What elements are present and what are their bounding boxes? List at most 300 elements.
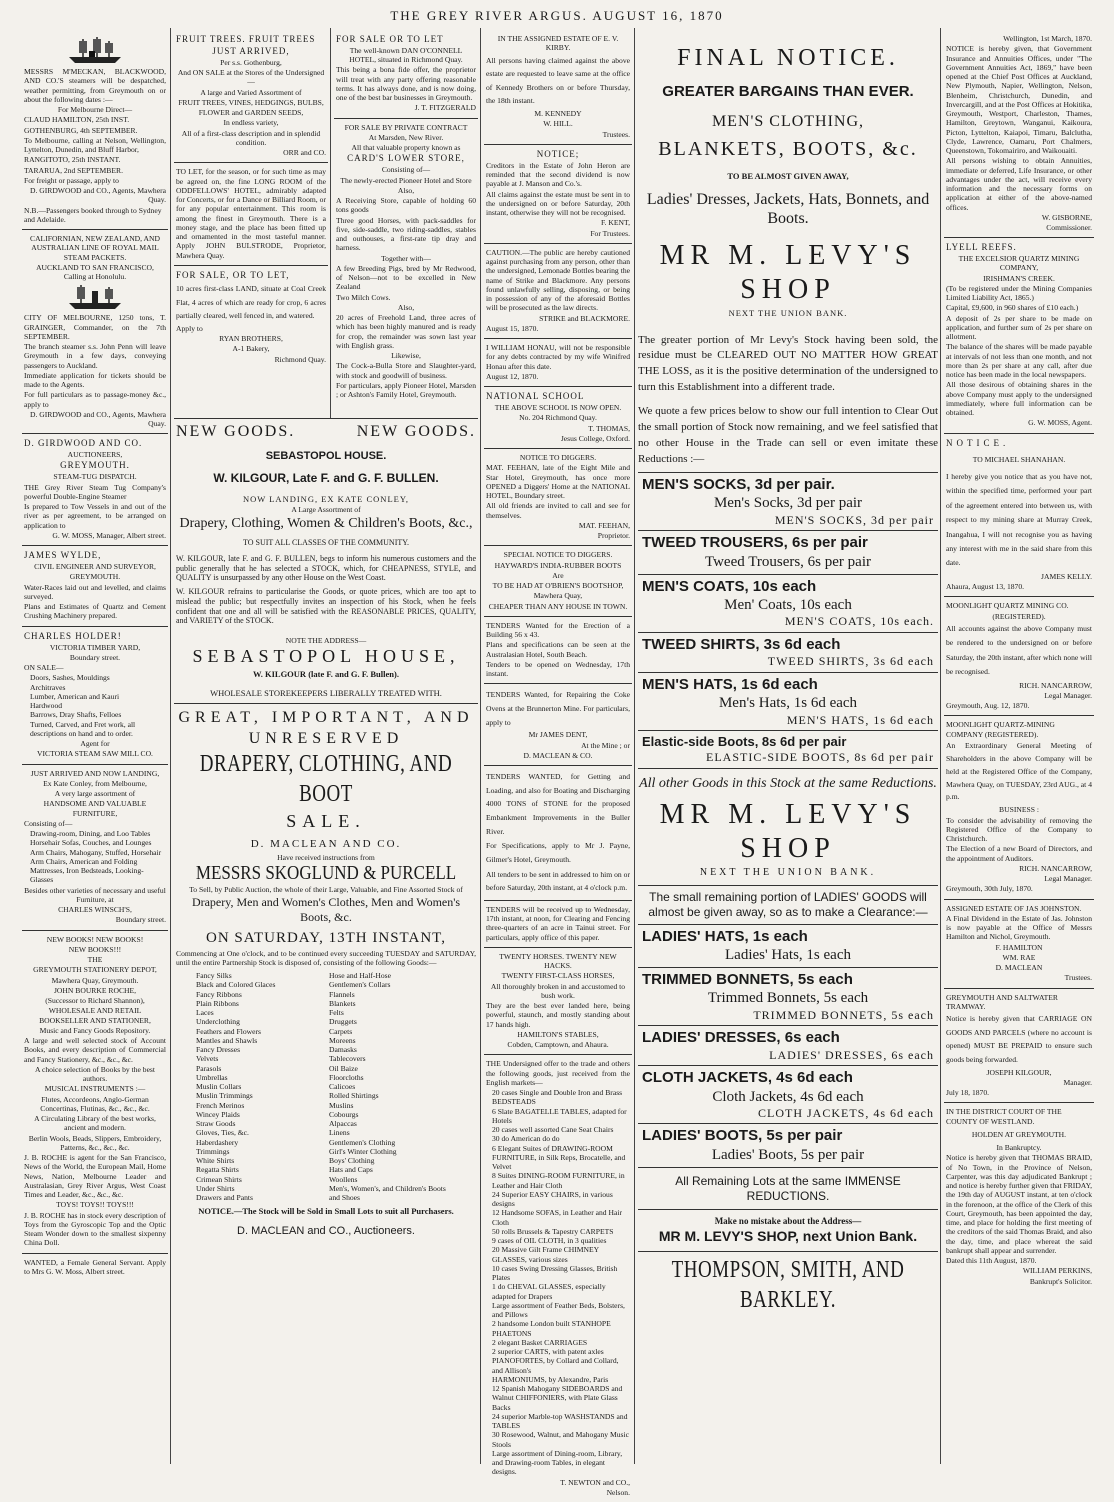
ad-line: VICTORIA STEAM SAW MILL CO. bbox=[37, 749, 153, 759]
ad-line: F. KENT, bbox=[601, 218, 630, 228]
ad-line: August 12, 1870. bbox=[486, 371, 539, 381]
ad-line: This being a bona fide offer, the proprietor will treat with any party offering reasonable terms. It has always done, and is now doing, one of the best bar businesses in Greymouth. bbox=[336, 65, 476, 103]
ad-title: GREYMOUTH AND SALTWATER TRAMWAY. bbox=[946, 992, 1058, 1011]
ad-line: Mawhera Quay, bbox=[533, 591, 583, 601]
ad-line: TWENTY FIRST-CLASS HORSES, bbox=[501, 971, 615, 981]
price-heading: TWEED TROUSERS, 6s per pair bbox=[642, 534, 868, 552]
ad-line: A Circulating Library of the best works, ancient and modern. bbox=[34, 1114, 156, 1133]
ad-line: At Marsden, New River. bbox=[368, 132, 444, 142]
ad-line: All claims against the estate must be sent in to the undersigned on or before Saturday, 20th instant, otherwise they will not be recognised. bbox=[486, 189, 630, 218]
ad-line: Likewise, bbox=[391, 351, 421, 361]
list-item: Boys' Clothing bbox=[329, 1156, 375, 1166]
list-item: Gentlemen's Collars bbox=[329, 980, 391, 990]
ad-line: Tenders to be opened on Wednesday, 17th instant. bbox=[486, 659, 630, 679]
ad-title: FRUIT TREES. FRUIT TREES bbox=[176, 34, 316, 44]
ad-line: Plans and Estimates of Quartz and Cement Crushing Machinery prepared. bbox=[24, 602, 166, 621]
price-heading: MEN'S COATS, 10s each bbox=[642, 577, 817, 595]
price-line: MEN'S HATS, 1s 6d each bbox=[786, 712, 934, 727]
ad-line: M. KENNEDY bbox=[534, 109, 582, 119]
list-item: Rolled Shirtings bbox=[329, 1091, 379, 1101]
ad-line: TO BE HAD AT O'BRIEN'S BOOTSHOP, bbox=[492, 581, 624, 591]
list-item: 9 cases of OIL CLOTH, in 3 qualities bbox=[492, 1236, 607, 1246]
ad-line: G. W. MOSS, Manager, Albert street. bbox=[52, 530, 166, 540]
column-3-top bbox=[334, 30, 478, 418]
ad-tramway bbox=[944, 989, 1094, 1104]
ad-line: W. HILL. bbox=[543, 119, 573, 129]
sale-heading: UNRESERVED bbox=[248, 729, 404, 747]
ad-line: An Extraordinary General Meeting of Shareholders in the above Company will be held at the Registered Office of the Company, Mawhera Quay, on TUESDAY, 23rd AUG., at 4 p.m. bbox=[946, 740, 1092, 802]
ad-line: GREYMOUTH STATIONERY DEPOT, bbox=[33, 965, 157, 975]
ad-line: The Election of a new Board of Directors, and the appointment of Auditors. bbox=[946, 844, 1092, 863]
ad-caution bbox=[484, 244, 632, 339]
list-item: Doors, Sashes, Mouldings bbox=[30, 673, 110, 683]
price-line: MEN'S COATS, 10s each. bbox=[784, 614, 934, 629]
ad-title: JAMES WYLDE, bbox=[24, 550, 102, 561]
ad-line: TENDERS WANTED, for Getting and Loading, and also for Boating and Discharging 4000 TONS of STONE for the proposed Embankment Improvements in the Buller River. bbox=[486, 772, 630, 836]
list-item: 10 cases Swing Dressing Glasses, British Plates bbox=[492, 1263, 618, 1283]
list-item: Arm Chairs, American and Folding bbox=[30, 856, 138, 866]
ad-line: TO BE ALMOST GIVEN AWAY, bbox=[727, 171, 849, 182]
goods-list-right bbox=[329, 971, 456, 1202]
ad-line: Notice is hereby given that CARRIAGE ON GOODS AND PARCELS (where no account is opened) MUST BE PREPAID to ensure such goods being forwarded. bbox=[946, 1014, 1092, 1065]
ad-line: Consisting of— bbox=[381, 165, 431, 175]
column-rule bbox=[634, 28, 635, 1464]
ad-dan-oconnell bbox=[334, 30, 478, 119]
sebastopol-house-heading: SEBASTOPOL HOUSE. bbox=[265, 449, 387, 462]
ad-title: JUST ARRIVED AND NOW LANDING, bbox=[30, 768, 160, 778]
ad-to-let-room bbox=[174, 163, 328, 266]
price-line: MEN'S SOCKS, 3d per pair bbox=[774, 512, 934, 527]
ad-title: NOTICE TO DIGGERS. bbox=[519, 453, 597, 463]
ad-line: WHOLESALE STOREKEEPERS LIBERALLY TREATED WITH. bbox=[210, 687, 442, 698]
list-item: Wincey Plaids bbox=[196, 1109, 240, 1119]
price-item bbox=[638, 731, 938, 768]
ad-national-school bbox=[484, 387, 632, 449]
column-1 bbox=[22, 30, 168, 1464]
ad-title: NOTICE. bbox=[946, 437, 1010, 448]
levy-shop-heading: MR M. LEVY'S SHOP bbox=[659, 239, 917, 306]
ad-line: All that valuable property known as bbox=[351, 143, 461, 153]
ad-line: A very large assortment of bbox=[54, 789, 136, 799]
ad-tenders-stone bbox=[484, 766, 632, 901]
ad-line: Commencing at One o'clock, and to be continued every succeeding TUESDAY and SATURDAY, until the entire Partnership Stock is disposed of, consisting of the following Goods:— bbox=[176, 948, 476, 967]
blankets-heading: BLANKETS, BOOTS, &c. bbox=[658, 138, 918, 161]
list-item: 24 superior Marble-top WASHSTANDS and TABLES bbox=[492, 1411, 628, 1431]
ad-land-sale bbox=[174, 266, 328, 369]
price-item bbox=[638, 1124, 938, 1168]
ad-line: A large and Varied Assortment of bbox=[200, 87, 302, 97]
ad-line: August 15, 1870. bbox=[486, 323, 539, 333]
ad-kirby-estate bbox=[484, 30, 632, 145]
price-heading: MEN'S HATS, 1s 6d each bbox=[642, 675, 818, 693]
ad-line: Richmond Quay. bbox=[274, 354, 326, 364]
ad-line: CHEAPER THAN ANY HOUSE IN TOWN. bbox=[488, 601, 628, 611]
price-line: Tweed Trousers, 6s per pair bbox=[704, 553, 871, 570]
ad-line: NOTICE.—The Stock will be Sold in Small Lots to suit all Purchasers. bbox=[198, 1206, 454, 1217]
list-item: Haberdashery bbox=[196, 1137, 239, 1147]
list-item: Large assortment of Dining-room, Library, and Drawing-room Tables, in elegant designs. bbox=[492, 1448, 623, 1477]
ad-line: JAMES KELLY. bbox=[1041, 571, 1092, 581]
ad-line: (To be registered under the Mining Companies Limited Liability Act, 1865.) bbox=[946, 283, 1092, 303]
ad-line: The well-known DAN O'CONNELL HOTEL, situated in Richmond Quay. bbox=[349, 45, 463, 65]
ad-line: Three good Horses, with pack-saddles for five, side-saddle, two riding-saddles, stables and outhouses, a first-rate tip dray and harness. bbox=[336, 215, 476, 253]
ad-title: MOONLIGHT QUARTZ-MINING COMPANY (REGISTERED). bbox=[946, 720, 1055, 739]
list-item: 24 Superior EASY CHAIRS, in various designs bbox=[492, 1189, 613, 1209]
list-item: Woollens bbox=[329, 1174, 358, 1184]
list-item: Blankets bbox=[329, 998, 356, 1008]
ship-icon bbox=[65, 35, 125, 65]
list-item: 6 Slate BAGATELLE TABLES, adapted for Hotels bbox=[492, 1106, 627, 1125]
ad-line: JOHN BOURKE ROCHE, bbox=[53, 985, 137, 995]
ad-line: D. GIRDWOOD and CO., Agents, Mawhera Quay. bbox=[29, 409, 166, 428]
ad-line: All those desirous of obtaining shares in the above Company must apply to the undersigned immediately, where full information can be obtained. bbox=[946, 380, 1092, 418]
ad-line: AUCTIONEERS, bbox=[67, 450, 123, 460]
ad-line: Also, bbox=[397, 185, 415, 195]
ad-line: Trustees. bbox=[602, 129, 630, 139]
ad-line: RICH. NANCARROW, bbox=[1019, 680, 1092, 690]
ad-line: For full particulars as to passage-money &c., apply to bbox=[24, 390, 166, 409]
ad-line: TO LET, for the season, or for such time as may be agreed on, the fine LONG ROOM of the ODDFELLOWS' HOTEL, admirably adapted for Concerts, or for a Dance or Billiard Room, or for any popular entertainment. This room is among the finest in Greymouth. There is a money stage, and the place has been fitted up and ornamented in the most tasteful manner. Apply JOHN BULSTRODE, Proprietor, Mawhera Quay. bbox=[176, 167, 326, 260]
list-item: Mantles and Shawls bbox=[196, 1035, 258, 1045]
ad-line: Cobden, Camptown, and Ahaura. bbox=[507, 1040, 609, 1050]
ad-line: D. MACLEAN and CO., Auctioneers. bbox=[237, 1224, 415, 1237]
ad-line: Ladies' Dresses, Jackets, Hats, Bonnets, and Boots. bbox=[646, 190, 930, 228]
ad-line: Drapery, Men and Women's Clothes, Men and Women's Boots, &c. bbox=[191, 895, 461, 924]
ad-line: MESSRS SKOGLUND & PURCELL bbox=[195, 861, 457, 884]
ad-line: All thoroughly broken in and accustomed to bush work. bbox=[490, 981, 626, 1000]
ad-line: For Melbourne Direct— bbox=[57, 105, 133, 114]
ad-line: TO MICHAEL SHANAHAN. bbox=[972, 454, 1066, 464]
ad-honau bbox=[484, 339, 632, 387]
list-item: Drawing-room, Dining, and Loo Tables bbox=[30, 829, 151, 839]
ad-line: Notice is hereby given that THOMAS BRAID, of No Town, in the Province of Nelson, Carpenter, was this day adjudicated Bankrupt ; and notice is hereby further given that FRIDAY, the 19th day of AUGUST instant, at ten o'clock in the forenoon, at the office of the Clerk of this Court, Greymouth, has been appointed the day, time, and place for holding the first meeting of the creditors of the said Thomas Braid, and also the day, time, and place whereat the said bankrupt shall appear and surrender. bbox=[946, 1153, 1092, 1255]
ad-line: FRUIT TREES, VINES, HEDGINGS, BULBS, bbox=[178, 97, 324, 107]
ad-line: I hereby give you notice that as you have not, within the specified time, performed your part of the agreement entered into between us, with respect to my mining share at Murray Creek, Inangahua, I will not recognise you as having any interest with me in the said share from this date. bbox=[946, 471, 1092, 568]
list-item: Floorcloths bbox=[329, 1072, 364, 1082]
price-heading: LADIES' BOOTS, 5s per pair bbox=[642, 1127, 843, 1145]
ad-line: To consider the advisability of removing the Registered Office of the Company to Christchurch. bbox=[946, 815, 1092, 844]
ad-line: HOLDEN AT GREYMOUTH. bbox=[971, 1129, 1067, 1139]
column-rule bbox=[480, 28, 481, 1464]
list-item: 2 handsome London built STANHOPE PHAETONS bbox=[492, 1319, 611, 1338]
ad-line: ON SALE— bbox=[24, 663, 64, 673]
ad-line: NOTE THE ADDRESS— bbox=[285, 636, 367, 646]
ad-line: Boundary street. bbox=[69, 652, 121, 662]
ad-line: D. GIRDWOOD and CO., Agents, Mawhera Quay. bbox=[29, 186, 166, 205]
levy-paragraph: The greater portion of Mr Levy's Stock having been sold, the residue must be CLEARED OUT NO MATTER HOW GREAT THE LOSS, as it is the positive determination of the undersigned to turn this Establishment into a different trade. bbox=[638, 333, 938, 394]
ad-line: Berlin Wools, Beads, Slippers, Embroidery, Patterns, &c., &c., &c. bbox=[28, 1133, 162, 1152]
list-item: 30 Rosewood, Walnut, and Mahogany Music Stools bbox=[492, 1430, 629, 1449]
ad-line: Wellington, 1st March, 1870. bbox=[1003, 34, 1092, 43]
list-item: Mattresses, Iron Bedsteads, Looking-Glasses bbox=[30, 866, 144, 885]
list-item: Moreens bbox=[329, 1035, 356, 1045]
list-item: Linens bbox=[329, 1128, 350, 1138]
price-item bbox=[638, 673, 938, 731]
list-item: Muslins bbox=[329, 1100, 354, 1110]
ad-line: A large and well selected stock of Account Books, and every description of Commercial and Fancy Stationery, &c., &c., &c. bbox=[24, 1036, 166, 1064]
ad-cards-store bbox=[334, 119, 478, 405]
greater-bargains-heading: GREATER BARGAINS THAN EVER. bbox=[662, 83, 914, 101]
list-item: Large assortment of Feather Beds, Bolsters, and Pillows bbox=[492, 1300, 625, 1320]
ad-line: RANGITOTO, 25th INSTANT. bbox=[24, 155, 121, 165]
list-item: Turned, Carved, and Fret work, all descriptions on hand and to order. bbox=[30, 719, 136, 738]
ladies-paragraph: The small remaining portion of LADIES' GOODS will almost be given away, so as to make a Clearance:— bbox=[638, 885, 938, 919]
ad-heron-estate bbox=[484, 145, 632, 244]
ad-line: The branch steamer s.s. John Penn will leave Greymouth in a few days, conveying passengers to Auckland. bbox=[24, 342, 166, 370]
ad-line: Jesus College, Oxford. bbox=[560, 433, 630, 443]
new-goods-heading: NEW GOODS. bbox=[176, 423, 296, 440]
goods-list-left bbox=[196, 971, 323, 1202]
ad-hayward-boots bbox=[484, 546, 632, 617]
ad-line: BUSINESS : bbox=[999, 805, 1039, 815]
ad-line: THE ABOVE SCHOOL IS NOW OPEN. bbox=[494, 403, 622, 413]
ad-line: STEAM-TUG DISPATCH. bbox=[53, 472, 137, 482]
ad-line: WHOLESALE AND RETAIL BOOKSELLER AND STATIONER, bbox=[39, 1006, 151, 1025]
ad-line: Legal Manager. bbox=[1044, 874, 1092, 884]
list-item: Umbrellas bbox=[196, 1072, 228, 1082]
price-heading: LADIES' HATS, 1s each bbox=[642, 927, 808, 945]
ad-line: JUST ARRIVED, bbox=[212, 45, 290, 56]
list-item: 6 Elegant Suites of DRAWING-ROOM FURNITURE, in Silk Reps, Brocatelle, and Velvet bbox=[492, 1143, 626, 1172]
ad-line: Dated this 11th August, 1870. bbox=[946, 1256, 1037, 1266]
ad-line: Mawhera Quay, Greymouth. bbox=[51, 975, 139, 985]
ad-line: AUCKLAND TO SAN FRANCISCO, Calling at Honolulu. bbox=[36, 262, 154, 281]
price-item bbox=[638, 575, 938, 633]
kilgour-name: W. KILGOUR, Late F. and G. F. BULLEN. bbox=[213, 470, 439, 485]
ad-line: Drapery, Clothing, Women & Children's Boots, &c., bbox=[179, 516, 473, 532]
price-line: Men's Hats, 1s 6d each bbox=[718, 695, 858, 712]
list-item: Fancy Silks bbox=[196, 971, 232, 981]
price-line: Men' Coats, 10s each bbox=[724, 597, 852, 614]
ad-lyell-reefs bbox=[944, 238, 1094, 433]
price-heading: TWEED SHIRTS, 3s 6d each bbox=[642, 636, 841, 654]
ad-tenders-coke-ovens bbox=[484, 684, 632, 766]
list-item: Under Shirts bbox=[196, 1183, 235, 1193]
ad-line: Trustees. bbox=[1064, 973, 1092, 983]
ad-title: MESSRS M'MECKAN, BLACKWOOD, AND CO.'S steamers will be despatched, weather permitting, from Greymouth on or about the following dates :— bbox=[24, 67, 166, 104]
ad-line: Proprietor. bbox=[597, 531, 630, 541]
price-line: TRIMMED BONNETS, 5s each bbox=[753, 1007, 934, 1022]
list-item: Horsehair Sofas, Couches, and Lounges bbox=[30, 838, 152, 848]
ad-line: TENDERS Wanted for the Erection of a Building 56 x 43. bbox=[486, 620, 630, 640]
list-item: Drawers and Pants bbox=[196, 1193, 253, 1203]
list-item: Fancy Ribbons bbox=[196, 989, 242, 999]
masthead: THE GREY RIVER ARGUS. AUGUST 16, 1870 bbox=[390, 8, 724, 23]
ad-line: THE Undersigned offer to the trade and others the following goods, just received from the English markets— bbox=[486, 1059, 630, 1087]
ad-line: Creditors in the Estate of John Heron are reminded that the second dividend is now payable at J. Manson and Co.'s. bbox=[486, 160, 630, 189]
list-item: Underclothing bbox=[196, 1017, 240, 1027]
ad-line: And ON SALE at the Stores of the Undersigned— bbox=[177, 68, 325, 87]
ad-line: Water-Races laid out and levelled, and claims surveyed. bbox=[24, 582, 166, 601]
column-rule bbox=[170, 28, 171, 1464]
ad-line: MR M. LEVY'S SHOP, next Union Bank. bbox=[638, 1228, 938, 1252]
ad-title: CALIFORNIAN, NEW ZEALAND, AND AUSTRALIAN LINE OF ROYAL MAIL STEAM PACKETS. bbox=[30, 234, 160, 262]
ad-line: (REGISTERED). bbox=[992, 611, 1046, 621]
ad-line: WILLIAM PERKINS, bbox=[1022, 1266, 1092, 1276]
ad-line: Commissioner. bbox=[1046, 223, 1092, 232]
list-item: 8 Suites DINING-ROOM FURNITURE, in Leather and Hair Cloth bbox=[492, 1171, 625, 1190]
list-item: Crimean Shirts bbox=[196, 1174, 242, 1184]
list-item: Druggets bbox=[329, 1017, 357, 1027]
ad-line: D. MACLEAN & CO. bbox=[523, 750, 593, 760]
ad-line: Are bbox=[552, 570, 564, 580]
goods-list bbox=[196, 971, 456, 1202]
ad-line: I WILLIAM HONAU, will not be responsible for any debts contracted by my wife Winifred Honau after this date. bbox=[486, 343, 630, 371]
list-item: Gloves, Ties, &c. bbox=[196, 1128, 249, 1138]
ad-line: Bankrupt's Solicitor. bbox=[1029, 1276, 1092, 1286]
ad-line: A Large Assortment of bbox=[291, 504, 361, 514]
ad-line: Two Milch Cows. bbox=[336, 292, 391, 302]
list-item: Regatta Shirts bbox=[196, 1165, 239, 1175]
ad-line: NOTICE is hereby given, that Government Insurance and Annuities Offices, under "The Government Annuities Act, 1869," have been opened at the Chief Post Offices at Auckland, New Plymouth, Napier, Wellington, Nelson, Blenheim, Christchurch, Dunedin, and Invercargill, and at the Post Offices at Hokitika, Greymouth, Westport, Charleston, Thames, Hamilton, Greytown, Wanganui, Kaikoura, Picton, Lyttelton, Kaiapoi, Timaru, Balclutha, Clyde, Lawrence, Oamaru, Port Chalmers, Queenstown, Tokomairiro, and Waikouaiti. bbox=[946, 44, 1092, 155]
list-item: Calicoes bbox=[329, 1082, 356, 1092]
list-item: Muslin Collars bbox=[196, 1082, 242, 1092]
list-item: Parasols bbox=[196, 1063, 222, 1073]
list-item: Damasks bbox=[329, 1045, 357, 1055]
ad-line: THE bbox=[87, 955, 103, 965]
ad-line: D. MACLEAN AND CO. bbox=[250, 838, 402, 851]
price-line: Cloth Jackets, 4s 6d each bbox=[712, 1088, 864, 1105]
ad-johnston-estate bbox=[944, 900, 1094, 989]
price-heading: CLOTH JACKETS, 4s 6d each bbox=[642, 1069, 853, 1087]
ad-line: J. B. ROCHE has in stock every description of Toys from the Gyroscopic Top and the Optic Steam Wonder down to the smallest sixpenny China Doll. bbox=[24, 1210, 166, 1248]
levy-shop-heading: MR M. LEVY'S SHOP bbox=[659, 798, 917, 864]
ad-line: At the Mine ; or bbox=[581, 740, 630, 750]
ad-line: JOSEPH KILGOUR, bbox=[986, 1067, 1052, 1077]
ad-line: W. GISBORNE, bbox=[1041, 212, 1092, 222]
list-item: Gentlemen's Clothing bbox=[329, 1137, 396, 1147]
ad-line: IRISHMAN'S CREEK. bbox=[983, 273, 1055, 283]
list-item: 20 cases well assorted Cane Seat Chairs bbox=[492, 1125, 614, 1135]
ad-line: Make no mistake about the Address— bbox=[714, 1216, 862, 1227]
ad-line: WM. RAE bbox=[1002, 952, 1036, 962]
ad-line: All other Goods in this Stock at the same Reductions. bbox=[639, 775, 937, 791]
ad-line: Boundary street. bbox=[115, 915, 166, 925]
ad-tenders-building bbox=[484, 617, 632, 685]
ad-line: CAUTION.—The public are hereby cautioned against purchasing from any person, other than the undersigned, Lemonade Bottles bearing the name of Strike and Blackmore. Any persons found unlawfully selling, disposing, or being in possession of any of the aforesaid Bottles will be prosecuted as the law directs. bbox=[486, 247, 630, 313]
ad-moonlight-accounts bbox=[944, 597, 1094, 716]
ad-line: Immediate application for tickets should be made to the Agents. bbox=[24, 370, 166, 389]
ad-line: 10 acres first-class LAND, situate at Coal Creek Flat, 4 acres of which are ready for crop, 6 acres partially cleared, well fenced in, and watered. bbox=[176, 283, 326, 321]
ad-line: For particulars, apply Pioneer Hotel, Marsden ; or Ashton's Family Hotel, Greymouth. bbox=[336, 380, 476, 400]
ad-line: To Melbourne, calling at Nelson, Wellington, Lyttelton, Dunedin, and Bluff Harbor, bbox=[24, 135, 166, 154]
ad-winsch bbox=[22, 765, 168, 931]
ad-line: NEXT THE UNION BANK. bbox=[699, 867, 877, 879]
price-line: Trimmed Bonnets, 5s each bbox=[707, 990, 869, 1007]
price-item bbox=[638, 968, 938, 1026]
list-item: Alpaccas bbox=[329, 1119, 357, 1129]
list-item: Laces bbox=[196, 1008, 214, 1018]
list-item: White Shirts bbox=[196, 1156, 235, 1166]
ad-wylde bbox=[22, 546, 168, 626]
list-item: Lumber, American and Kauri bbox=[30, 691, 120, 701]
ad-line: MAT. FEEHAN, late of the Eight Mile and Star Hotel, Greymouth, has once more OPENED a Diggers' Home at the NATIONAL HOTEL, Boundary street. bbox=[486, 463, 630, 501]
price-item bbox=[638, 924, 938, 969]
ad-line: Greymouth, Aug. 12, 1870. bbox=[946, 701, 1030, 711]
ad-line: VICTORIA TIMBER YARD, bbox=[49, 642, 141, 652]
new-goods-header bbox=[176, 422, 476, 442]
ad-line: J. B. ROCHE is agent for the San Francisco, News of the World, the European Mail, Home News, Nation, Melbourne Leader and Australasian, Grey River Argus, West Coast Times and Leader, &c., &c., &c. bbox=[24, 1153, 166, 1200]
newton-items bbox=[492, 1088, 630, 1477]
ad-moonlight-meeting bbox=[944, 716, 1094, 899]
ad-line: Ahaura, August 13, 1870. bbox=[946, 582, 1025, 592]
ad-line: All of a first-class description and in splendid condition. bbox=[181, 128, 321, 147]
ad-line: A Final Dividend in the Estate of Jas. Johnston is now payable at the Office of Messrs Hamilton and Nichol, Greymouth. bbox=[946, 913, 1092, 942]
list-item: Hats and Caps bbox=[329, 1165, 373, 1175]
ad-line: In endless variety, bbox=[223, 118, 279, 128]
price-item bbox=[638, 531, 938, 575]
price-item bbox=[638, 472, 938, 531]
list-item: Felts bbox=[329, 1008, 344, 1018]
sale-heading: GREAT, IMPORTANT, AND bbox=[178, 709, 474, 727]
ad-line: A-1 Bakery, bbox=[232, 344, 270, 354]
ad-title: LYELL REEFS. bbox=[946, 242, 1017, 253]
list-item: PIANOFORTES, by Collard and Collard, and Allison's bbox=[492, 1356, 619, 1375]
ad-line: MAT. FEEHAN, bbox=[578, 520, 630, 530]
list-item: 2 superior CARTS, with patent axles bbox=[492, 1347, 604, 1357]
ad-line: MUSICAL INSTRUMENTS :— bbox=[44, 1084, 146, 1094]
ad-notice-shanahan bbox=[944, 434, 1094, 598]
price-item bbox=[638, 1026, 938, 1066]
ad-line: Capital, £9,600, in 960 shares of £10 each.) bbox=[946, 303, 1079, 313]
ad-line: TENDERS Wanted, for Repairing the Coke Ovens at the Brunnerton Mine. For particulars, apply to bbox=[486, 690, 630, 727]
ad-line: GOTHENBURG, 4th SEPTEMBER. bbox=[24, 125, 138, 135]
price-heading: Elastic-side Boots, 8s 6d per pair bbox=[642, 734, 847, 750]
ad-line: All old friends are invited to call and see for themselves. bbox=[486, 501, 630, 520]
price-heading: LADIES' DRESSES, 6s each bbox=[642, 1029, 840, 1047]
ad-line: 20 acres of Freehold Land, three acres of which has been highly manured and is ready for crop, the remainder was sown last year with English grass. bbox=[336, 313, 476, 350]
ad-line: Together with— bbox=[381, 253, 431, 263]
ad-line: A deposit of 2s per share to be made on application, and further sum of 2s per share on allotment. bbox=[946, 313, 1092, 342]
ad-line: CITY OF MELBOURNE, 1250 tons, T. GRAINGER, Commander, on the 7th SEPTEMBER. bbox=[24, 313, 166, 341]
new-goods-heading: NEW GOODS. bbox=[356, 423, 476, 440]
column-6 bbox=[944, 30, 1094, 1464]
ad-line: Legal Manager. bbox=[1044, 690, 1092, 700]
list-item: Oil Baize bbox=[329, 1063, 358, 1073]
ad-newton-goods bbox=[484, 1055, 632, 1502]
ad-line: A Receiving Store, capable of holding 60 tons goods bbox=[336, 196, 476, 215]
list-item: 30 do American do do bbox=[492, 1134, 560, 1144]
list-item: HARMONIUMS, by Alexandre, Paris bbox=[492, 1374, 609, 1384]
ad-line: All accounts against the above Company must be rendered to the undersigned on or before Saturday, the 20th instant, after which none will be recognised. bbox=[946, 623, 1092, 677]
ad-line: A choice selection of Books by the best authors. bbox=[35, 1064, 155, 1084]
ad-maclean-sale bbox=[174, 704, 478, 1243]
ad-line: J. T. FITZGERALD bbox=[414, 103, 476, 113]
ad-title: NOTICE; bbox=[536, 148, 580, 159]
ad-line: ON SATURDAY, 13TH INSTANT, bbox=[206, 930, 446, 947]
list-item: French Merinos bbox=[196, 1100, 245, 1110]
price-line: LADIES' DRESSES, 6s each bbox=[769, 1047, 934, 1062]
ad-line: Besides other varieties of necessary and useful Furniture, at bbox=[24, 885, 166, 904]
ad-girdwood bbox=[22, 434, 168, 546]
ad-line: The Cock-a-Bulla Store and Slaughter-yard, with stock and goodwill of business. bbox=[336, 361, 476, 380]
ad-line: All tenders to be sent in addressed to him on or before Saturday, 20th instant, at 4 o'clock p.m. bbox=[486, 869, 630, 893]
ad-line: N.B.—Passengers booked through to Sydney and Adelaide. bbox=[24, 205, 162, 224]
ad-line: Agent for bbox=[80, 739, 110, 749]
levy-column bbox=[638, 30, 938, 1464]
ad-line: Have received instructions from bbox=[277, 852, 375, 862]
ad-line: HANDSOME AND VALUABLE FURNITURE, bbox=[43, 799, 147, 818]
ad-title: ASSIGNED ESTATE OF JAS JOHNSTON. bbox=[946, 903, 1082, 913]
ad-line: D. MACLEAN bbox=[995, 963, 1043, 973]
ad-mail-steam bbox=[22, 230, 168, 434]
ad-paragraph: W. KILGOUR, late F. and G. F. BULLEN, begs to inform his numerous customers and the public generally that he has selected a STOCK, which, for CHEAPNESS, STYLE, and QUALITY is unsurpassed by any other House on the West Coast. bbox=[176, 553, 476, 583]
list-item: 1 do CHEVAL GLASSES, especially adapted for Drapers bbox=[492, 1282, 606, 1301]
ad-title: IN THE ASSIGNED ESTATE OF E. V. KIRBY. bbox=[497, 34, 619, 53]
list-item: Carpets bbox=[329, 1026, 353, 1036]
ad-annuities bbox=[944, 30, 1094, 238]
ad-fruit-trees bbox=[174, 30, 328, 163]
